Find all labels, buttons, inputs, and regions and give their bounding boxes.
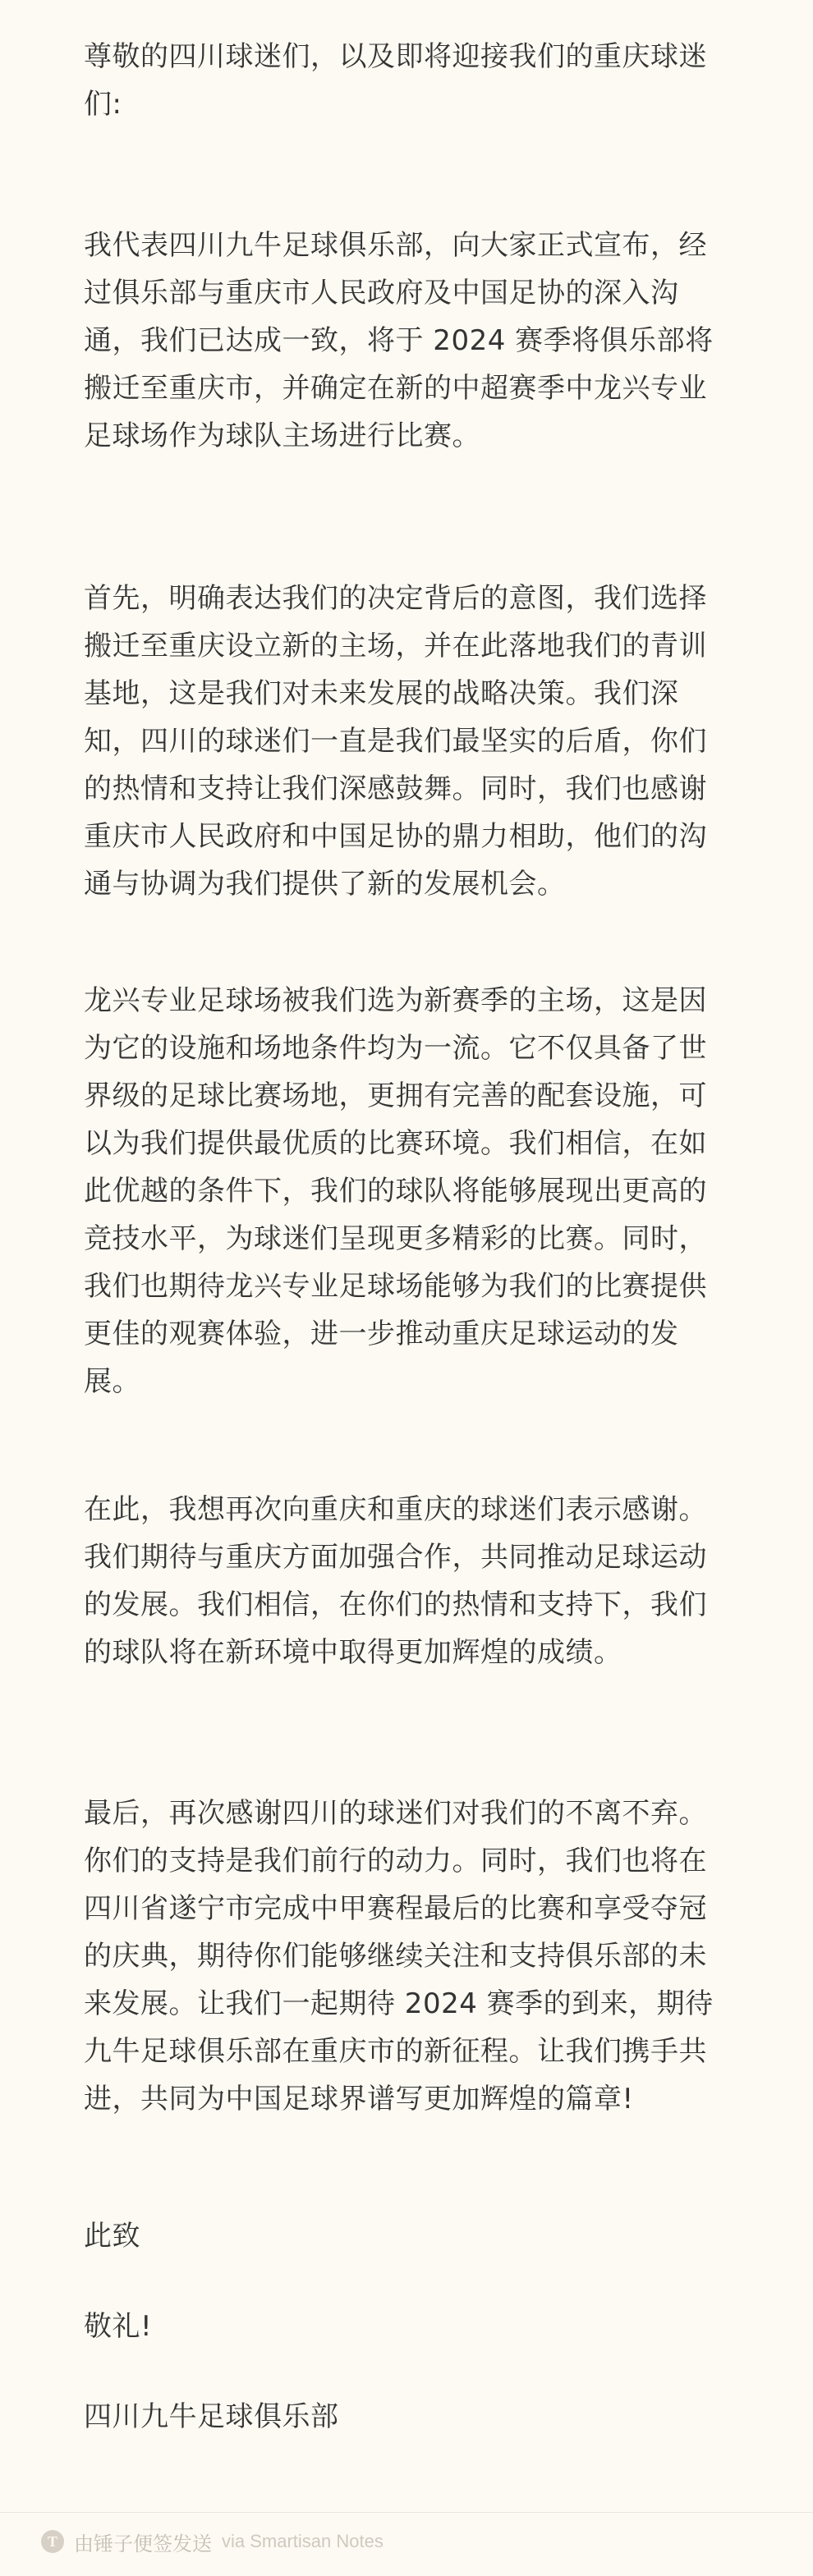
footer-sent-text: 由锤子便签发送	[74, 2532, 212, 2555]
letter-greeting: 尊敬的四川球迷们，以及即将迎接我们的重庆球迷们:	[84, 40, 707, 121]
smartisan-t-icon: T	[41, 2530, 64, 2553]
footer-sent-via	[41, 2525, 384, 2558]
letter-paragraph: 首先，明确表达我们的决定背后的意图，我们选择搬迁至重庆设立新的主场，并在此落地我们的青训基地，这是我们对未来发展的战略决策。我们深知，四川的球迷们一直是我们最坚实的后盾，你们的热情和支持让我们深感鼓舞。同时，我们也感谢重庆市人民政府和中国足协的鼎力相助，他们的沟通与协调为我们提供了新的发展机会。	[84, 582, 707, 901]
letter-paragraph: 在此，我想再次向重庆和重庆的球迷们表示感谢。我们期待与重庆方面加强合作，共同推动足球运动的发展。我们相信，在你们的热情和支持下，我们的球队将在新环境中取得更加辉煌的成绩。	[84, 1493, 707, 1669]
letter-paragraph: 最后，再次感谢四川的球迷们对我们的不离不弃。你们的支持是我们前行的动力。同时，我们也将在四川省遂宁市完成中甲赛程最后的比赛和享受夺冠的庆典，期待你们能够继续关注和支持俱乐部的未来发展。让我们一起期待 2024 赛季的到来，期待九牛足球俱乐部在重庆市的新征程。让我们携手共进，共同为中国足球界谱写更加辉煌的篇章!	[84, 1797, 714, 2115]
footer-divider	[0, 2512, 813, 2513]
letter-signature: 四川九牛足球俱乐部	[84, 2400, 339, 2433]
footer-via-text: via Smartisan Notes	[222, 2531, 384, 2551]
letter-closing-regards: 敬礼!	[84, 2310, 153, 2343]
letter-closing-salutation: 此致	[84, 2220, 140, 2253]
letter-paragraph: 我代表四川九牛足球俱乐部，向大家正式宣布，经过俱乐部与重庆市人民政府及中国足协的深入沟通，我们已达成一致，将于 2024 赛季将俱乐部将搬迁至重庆市，并确定在新的中超赛季中龙兴专业足球场作为球队主场进行比赛。	[84, 229, 714, 452]
letter-paragraph: 龙兴专业足球场被我们选为新赛季的主场，这是因为它的设施和场地条件均为一流。它不仅具备了世界级的足球比赛场地，更拥有完善的配套设施，可以为我们提供最优质的比赛环境。我们相信，在如此优越的条件下，我们的球队将能够展现出更高的竞技水平，为球迷们呈现更多精彩的比赛。同时，我们也期待龙兴专业足球场能够为我们的比赛提供更佳的观赛体验，进一步推动重庆足球运动的发展。	[84, 984, 707, 1398]
